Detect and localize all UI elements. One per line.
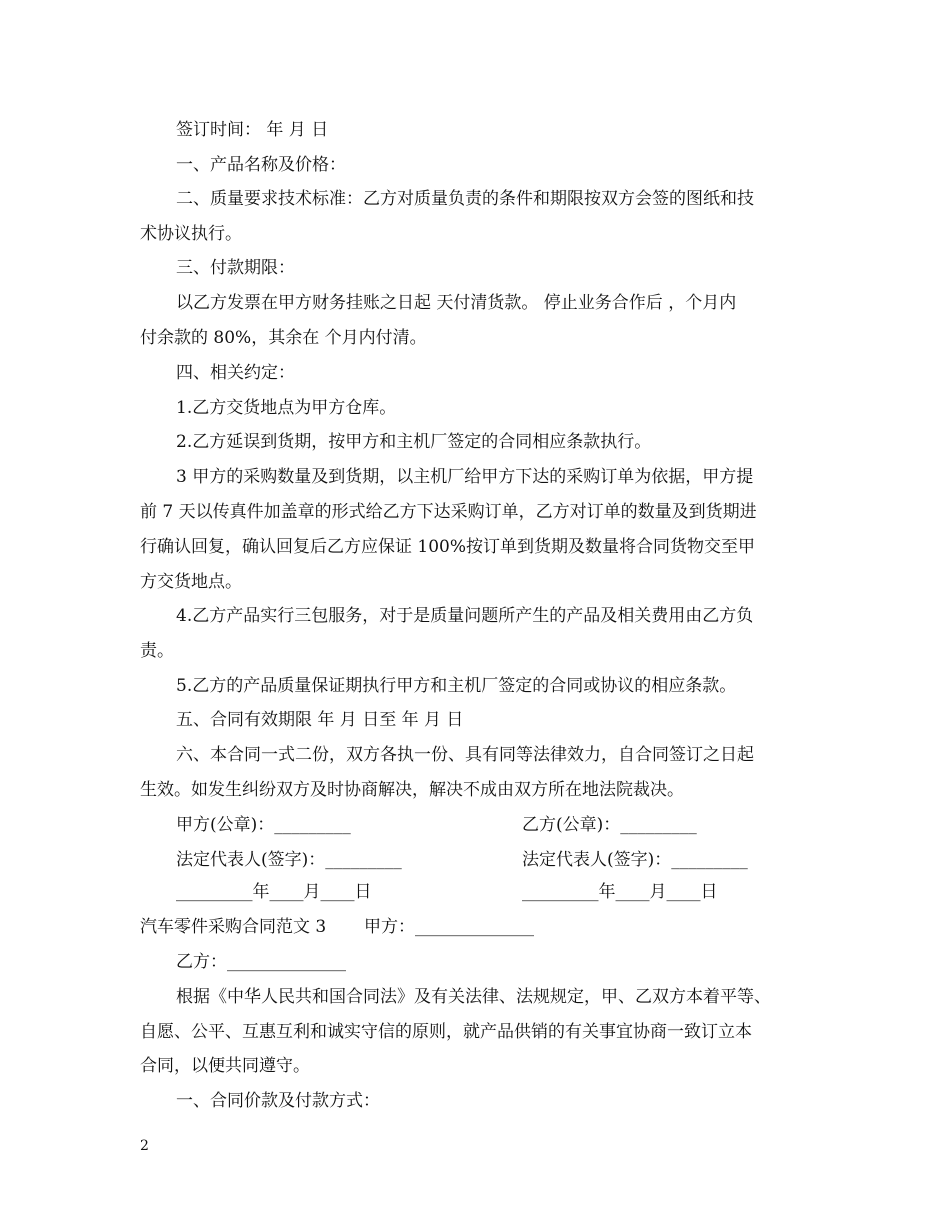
section-3-heading: 三、付款期限： [176, 258, 295, 278]
party-a-date: _________年____月____日 [176, 882, 372, 902]
preamble-text-cont-2: 合同，以便共同遵守。 [140, 1056, 310, 1076]
section-5: 五、合同有效期限 年 月 日至 年 月 日 [176, 710, 464, 730]
preamble-text: 根据《中华人民共和国合同法》及有关法律、法规规定，甲、乙双方本着平等、 [176, 987, 771, 1007]
clause-2: 2.乙方延误到货期，按甲方和主机厂签定的合同相应条款执行。 [176, 432, 652, 452]
party-b-representative: 法定代表人(签字)：_________ [522, 850, 748, 870]
section-6: 六、本合同一式二份，双方各执一份、具有同等法律效力，自合同签订之日起 [176, 745, 754, 765]
page-number: 2 [140, 1138, 149, 1154]
clause-3-cont-1: 前 7 天以传真件加盖章的形式给乙方下达采购订单，乙方对订单的数量及到货期进 [140, 502, 757, 522]
party-a-seal: 甲方(公章)：_________ [176, 815, 351, 835]
clause-3: 3 甲方的采购数量及到货期，以主机厂给甲方下达的采购订单为依据，甲方提 [176, 467, 754, 487]
party-b-date: _________年____月____日 [522, 882, 718, 902]
preamble-text-cont-1: 自愿、公平、互惠互利和诚实守信的原则，就产品供销的有关事宜协商一致订立本 [140, 1022, 752, 1042]
contract-3-section-1: 一、合同价款及付款方式： [176, 1091, 380, 1111]
section-4-heading: 四、相关约定： [176, 363, 295, 383]
clause-4-cont: 责。 [140, 641, 174, 661]
clause-1: 1.乙方交货地点为甲方仓库。 [176, 398, 397, 418]
clause-3-cont-3: 方交货地点。 [140, 572, 242, 592]
section-1-heading: 一、产品名称及价格： [176, 155, 346, 175]
section-2-text: 二、质量要求技术标准：乙方对质量负责的条件和期限按双方会签的图纸和技 [176, 189, 754, 209]
party-b-line: 乙方：______________ [176, 952, 346, 972]
clause-3-cont-2: 行确认回复，确认回复后乙方应保证 100%按订单到货期及数量将合同货物交至甲 [140, 537, 756, 557]
party-a-representative: 法定代表人(签字)：_________ [176, 850, 402, 870]
payment-text-cont: 付余款的 80%，其余在 个月内付清。 [140, 328, 427, 348]
clause-4: 4.乙方产品实行三包服务，对于是质量问题所产生的产品及相关费用由乙方负 [176, 606, 754, 626]
section-6-cont: 生效。如发生纠纷双方及时协商解决，解决不成由双方所在地法院裁决。 [140, 780, 684, 800]
contract-3-title: 汽车零件采购合同范文 3 甲方：______________ [140, 917, 535, 937]
party-b-seal: 乙方(公章)：_________ [522, 815, 697, 835]
section-2-text-cont: 术协议执行。 [140, 224, 242, 244]
clause-5: 5.乙方的产品质量保证期执行甲方和主机厂签定的合同或协议的相应条款。 [176, 676, 737, 696]
payment-text: 以乙方发票在甲方财务挂账之日起 天付清货款。 停止业务合作后 ，个月内 [176, 293, 737, 313]
signing-date-line: 签订时间： 年 月 日 [176, 120, 329, 140]
